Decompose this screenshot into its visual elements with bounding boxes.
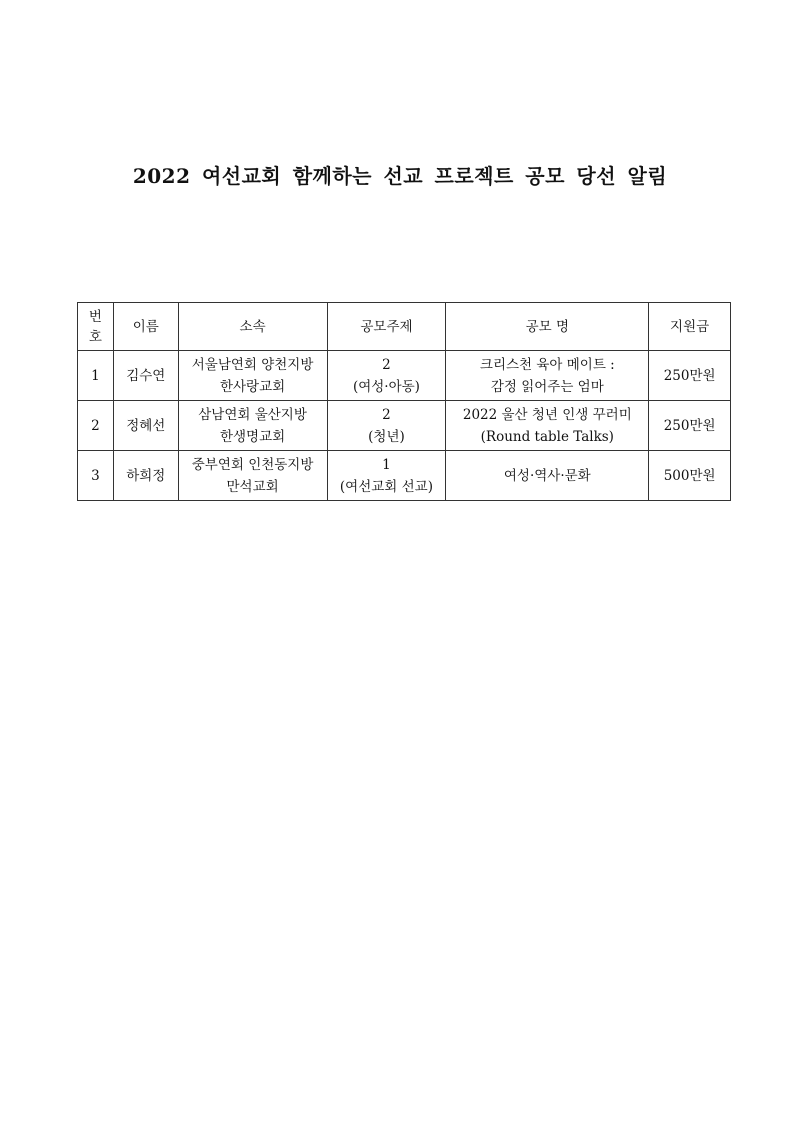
affiliation-line1: 서울남연회 양천지방 [191,356,314,373]
cell-project-name [446,351,649,401]
cell-amount: 500만원 [649,451,731,501]
project-line2: 감정 읽어주는 엄마 [490,378,604,395]
project-line2: (Round table Talks) [480,428,614,445]
header-theme: 공모주제 [327,303,446,351]
cell-name: 김수연 [113,351,178,401]
cell-project-name [446,401,649,451]
cell-number: 2 [78,401,114,451]
cell-number: 1 [78,351,114,401]
theme-line2: (청년) [368,428,405,445]
theme-line1: 2 [382,406,391,423]
project-line1: 2022 울산 청년 인생 꾸러미 [462,406,632,423]
theme-line2: (여선교회 선교) [339,478,433,495]
cell-name: 정혜선 [113,401,178,451]
header-amount: 지원금 [649,303,731,351]
cell-number: 3 [78,451,114,501]
header-name: 이름 [113,303,178,351]
affiliation-line2: 한사랑교회 [219,378,286,395]
affiliation-line1: 삼남연회 울산지방 [198,406,307,423]
header-affiliation: 소속 [178,303,327,351]
project-line1: 여성·역사·문화 [503,467,591,484]
theme-line1: 2 [382,356,391,373]
cell-amount: 250만원 [649,401,731,451]
header-number [78,303,114,351]
theme-line2: (여성·아동) [352,378,420,395]
cell-affiliation [178,401,327,451]
table-header-row [78,303,731,351]
theme-line1: 1 [382,456,391,473]
table-row [78,451,731,501]
page-title: 2022 여선교회 함께하는 선교 프로젝트 공모 당선 알림 [132,164,668,188]
affiliation-line1: 중부연회 인천동지방 [191,456,314,473]
table-row [78,401,731,451]
header-number-line1: 번 [88,308,102,325]
cell-theme [327,401,446,451]
cell-name: 하희정 [113,451,178,501]
award-results-table [77,302,731,501]
affiliation-line2: 한생명교회 [219,428,286,445]
cell-theme [327,351,446,401]
project-line1: 크리스천 육아 메이트 : [479,356,615,373]
table-row [78,351,731,401]
cell-affiliation [178,451,327,501]
cell-affiliation [178,351,327,401]
header-number-line2: 호 [88,328,102,345]
affiliation-line2: 만석교회 [226,478,279,495]
cell-theme [327,451,446,501]
cell-amount: 250만원 [649,351,731,401]
header-project-name: 공모 명 [446,303,649,351]
cell-project-name [446,451,649,501]
